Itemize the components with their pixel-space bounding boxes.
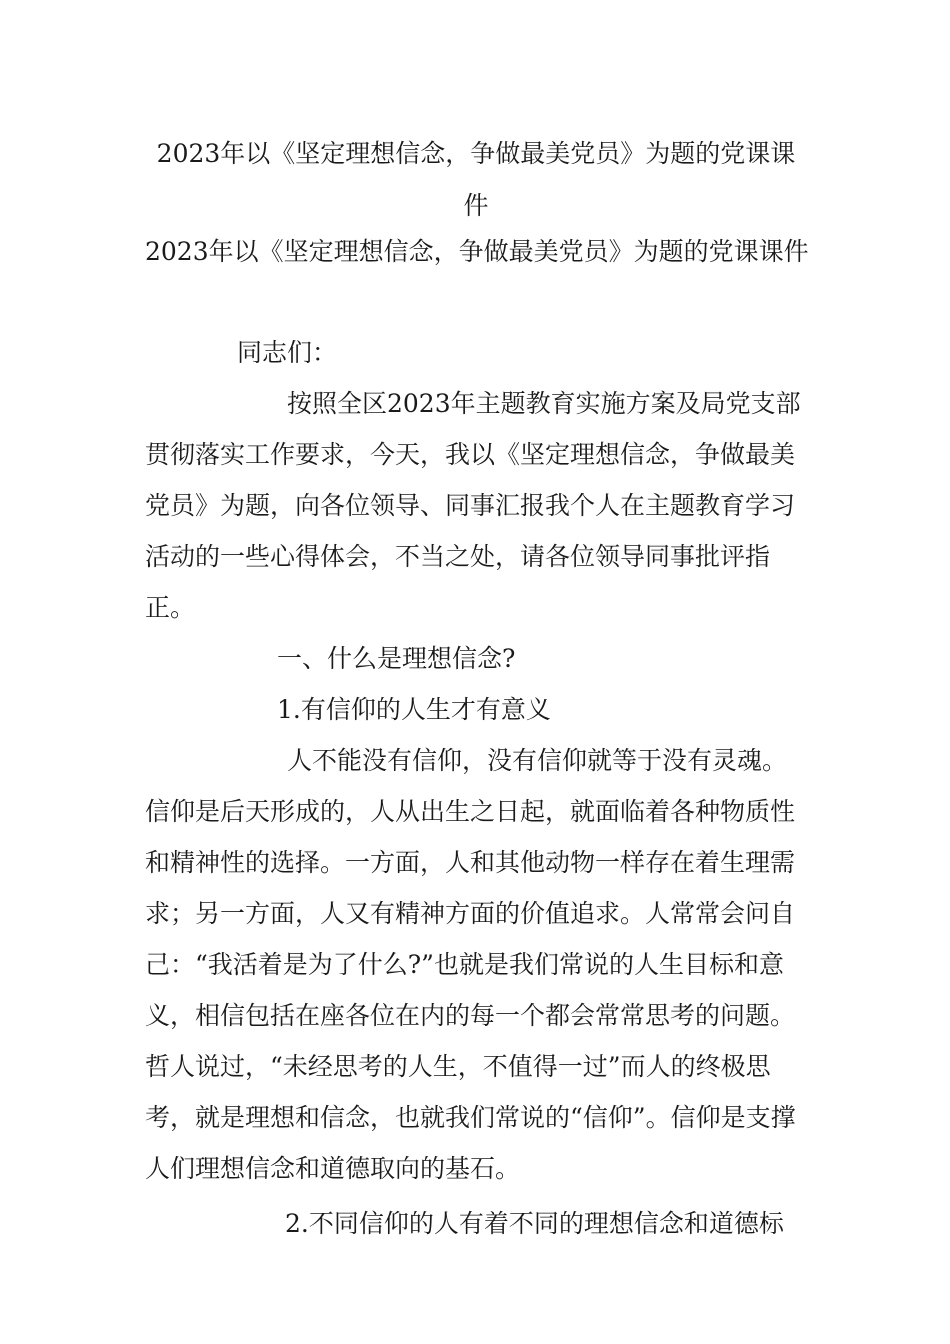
repeated-title: 2023年以《坚定理想信念，争做最美党员》为题的党课课件 bbox=[145, 237, 809, 266]
subsection-heading-1-1: 1.有信仰的人生才有意义 bbox=[277, 695, 551, 724]
subsection-heading-1-2: 2.不同信仰的人有着不同的理想信念和道德标 bbox=[285, 1209, 784, 1238]
greeting: 同志们： bbox=[237, 338, 338, 367]
section-heading-1: 一、什么是理想信念? bbox=[277, 644, 516, 673]
intro-paragraph: 按照全区2023年主题教育实施方案及局党支部贯彻落实工作要求，今天，我以《坚定理想信念，争做最美党员》为题，向各位领导、同事汇报我个人在主题教育学习活动的一些心得体会，不当之处，请各位领导同事批评指正。 bbox=[145, 389, 801, 622]
subsection-paragraph-1-1: 人不能没有信仰，没有信仰就等于没有灵魂。信仰是后天形成的，人从出生之日起，就面临着各种物质性和精神性的选择。一方面，人和其他动物一样存在着生理需求；另一方面，人又有精神方面的价值追求。人常常会问自己：“我活着是为了什么?”也就是我们常说的人生目标和意义，相信包括在座各位在内的每一个都会常常思考的问题。哲人说过，“未经思考的人生，不值得一过”而人的终极思考，就是理想和信念，也就我们常说的“信仰”。信仰是支撑人们理想信念和道德取向的基石。 bbox=[145, 746, 796, 1183]
document-title: 2023年以《坚定理想信念，争做最美党员》为题的党课课件 bbox=[156, 139, 796, 220]
